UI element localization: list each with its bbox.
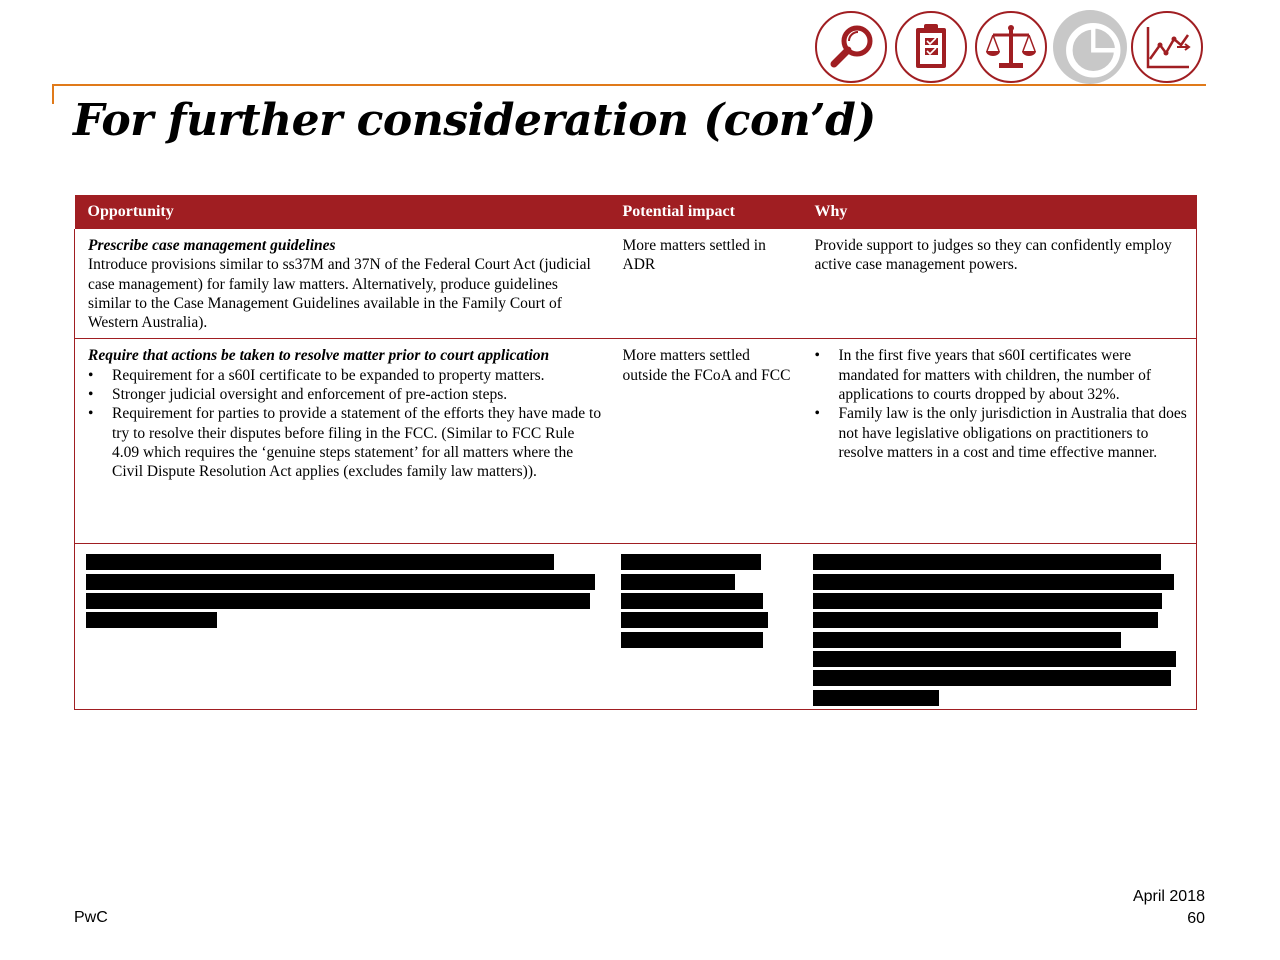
redaction-bar [813,670,1171,686]
opportunity-text: Introduce provisions similar to ss37M and 37N of the Federal Court Act (judicial case management) for family law matters. Alternatively, produce guidelines similar to the Case Management Guidelines available in the Family Court of Western Australia). [88,256,591,332]
footer-meta [1133,886,1205,930]
redaction-bar [813,651,1176,667]
column-header-why: Why [802,195,1197,229]
redaction-bar [86,554,554,570]
list-item: • Stronger judicial oversight and enforcement of pre-action steps. [88,385,602,404]
opportunity-title: Prescribe case management guidelines [88,237,336,254]
list-item: • Family law is the only jurisdiction in Australia that does not have legislative obligations on practitioners to resolve matters in a cost and time effective manner. [815,404,1189,462]
redaction-bar [813,574,1174,590]
column-header-potential-impact: Potential impact [610,195,802,229]
redaction-bar [621,632,763,648]
redaction-bar [621,612,768,628]
why-bullet-list [815,346,1189,462]
footer-date: April 2018 [1132,888,1205,905]
redaction-bar [621,574,735,590]
opportunity-cell [75,229,610,339]
redacted-opportunity-cell [75,544,610,710]
list-item: • In the first five years that s60I certificates were mandated for matters with children, the number of applications to courts dropped by about 32%. [815,346,1189,404]
opportunity-bullet-list [88,366,602,482]
impact-cell: More matters settled outside the FCoA and FCC [610,339,802,544]
redaction-bar [813,632,1121,648]
table-row [75,229,1197,339]
redaction-bar [621,554,761,570]
header-rule [52,84,1206,86]
redaction-bar [813,612,1158,628]
redaction-bar [813,690,939,706]
page-number: 60 [1187,910,1205,927]
redaction-bar [813,554,1161,570]
clipboard-checklist-icon [895,11,967,83]
opportunity-cell [75,339,610,544]
redaction-bar [86,574,595,590]
redacted-impact-cell [610,544,802,710]
why-cell [802,339,1197,544]
list-item: • Requirement for parties to provide a statement of the efforts they have made to try to resolve their disputes before filing in the FCC. (Similar to FCC Rule 4.09 which requires the ‘genuine steps statement’ for all matters where the Civil Dispute Resolution Act applies (excludes family law matters)). [88,404,602,481]
magnifier-icon [815,11,887,83]
table-header-row [75,195,1197,229]
redacted-why-cell [802,544,1197,710]
opportunity-title: Require that actions be taken to resolve matter prior to court application [88,347,550,365]
why-cell: Provide support to judges so they can confidently employ active case management powers. [802,229,1197,339]
scales-icon [975,11,1047,83]
line-chart-icon [1131,11,1203,83]
redacted-table-row [75,544,1197,710]
list-item: • Requirement for a s60I certificate to be expanded to property matters. [88,366,602,385]
column-header-opportunity: Opportunity [75,195,610,229]
redaction-bar [621,593,763,609]
page-title: For further consideration (con’d) [73,95,876,146]
footer-org: PwC [74,909,108,926]
impact-cell: More matters settled in ADR [610,229,802,339]
redaction-bar [86,612,217,628]
redaction-bar [813,593,1162,609]
pie-chart-icon [1053,10,1127,84]
table-row [75,339,1197,544]
header-rule-tick [52,84,54,104]
consideration-table [74,195,1197,710]
redaction-bar [86,593,590,609]
